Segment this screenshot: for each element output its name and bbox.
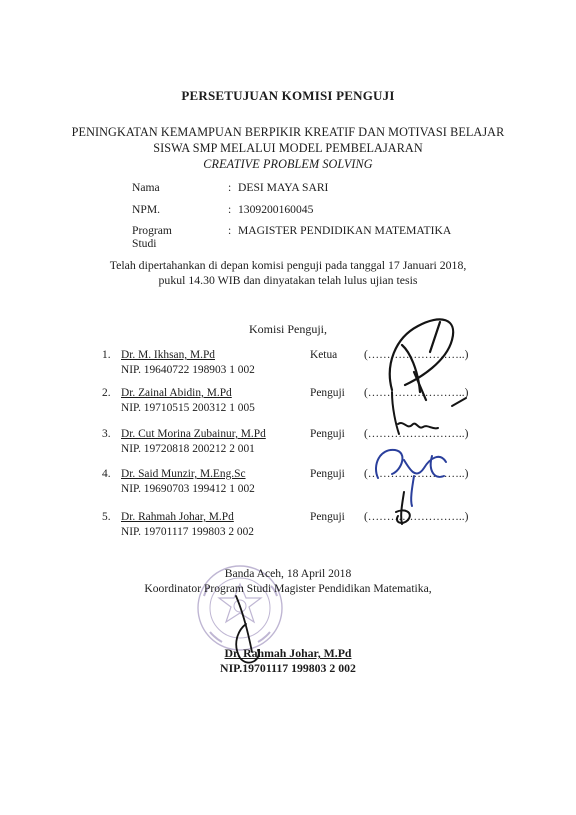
defense-statement-line-2: pukul 14.30 WIB dan dinyatakan telah lulus ujian tesis (158, 273, 418, 287)
examiner-name: Dr. M. Ikhsan, M.Pd (121, 349, 215, 361)
signature-placeholder: (……………………..) (364, 511, 469, 523)
committee-heading: Komisi Penguji, (248, 322, 327, 336)
place-date: Banda Aceh, 18 April 2018 (224, 567, 352, 580)
signature-placeholder: (……………………..) (364, 468, 469, 480)
examiner-role: Penguji (310, 511, 345, 523)
student-name-value: DESI MAYA SARI (238, 181, 329, 194)
page-title: PERSETUJUAN KOMISI PENGUJI (181, 88, 395, 103)
student-npm-label: NPM. (132, 203, 161, 216)
examiner-name: Dr. Said Munzir, M.Eng.Sc (121, 468, 246, 480)
signature-3 (376, 450, 446, 506)
colon: : (228, 224, 232, 237)
student-npm-value: 1309200160045 (238, 203, 314, 216)
thesis-title-line-1: PENINGKATAN KEMAMPUAN BERPIKIR KREATIF DAN MOTIVASI BELAJAR (71, 125, 505, 139)
colon: : (228, 203, 232, 216)
examiner-name: Dr. Cut Morina Zubainur, M.Pd (121, 428, 266, 440)
examiner-number: 2. (102, 387, 111, 399)
examiner-role: Ketua (310, 349, 338, 361)
signature-placeholder: (……………………..) (364, 349, 469, 361)
examiner-name: Dr. Rahmah Johar, M.Pd (121, 511, 234, 523)
examiner-nip: NIP. 19720818 200212 2 001 (121, 443, 255, 455)
defense-statement-line-1: Telah dipertahankan di depan komisi penguji pada tanggal 17 Januari 2018, (109, 258, 467, 272)
examiner-role: Penguji (310, 468, 345, 480)
examiner-number: 1. (102, 349, 111, 361)
examiner-name: Dr. Zainal Abidin, M.Pd (121, 387, 232, 399)
thesis-title-line-2: SISWA SMP MELALUI MODEL PEMBELAJARAN (153, 141, 423, 155)
coordinator-signature (236, 596, 259, 663)
examiner-number: 3. (102, 428, 111, 440)
thesis-title-line-3: CREATIVE PROBLEM SOLVING (203, 157, 373, 171)
signature-1 (390, 319, 453, 400)
student-name-label: Nama (132, 181, 160, 194)
signature-2 (392, 392, 466, 434)
coordinator-nip: NIP.19701117 199803 2 002 (220, 661, 356, 675)
examiner-nip: NIP. 19710515 200312 1 005 (121, 402, 255, 414)
student-program-value: MAGISTER PENDIDIKAN MATEMATIKA (238, 224, 452, 237)
signature-4 (396, 492, 410, 524)
student-program-label: Program Studi (132, 224, 172, 250)
colon: : (228, 181, 232, 194)
examiner-nip: NIP. 19690703 199412 1 002 (121, 483, 255, 495)
examiner-nip: NIP. 19701117 199803 2 002 (121, 526, 254, 538)
examiner-number: 4. (102, 468, 111, 480)
coordinator-name: Dr. Rahmah Johar, M.Pd (224, 646, 352, 660)
examiner-nip: NIP. 19640722 198903 1 002 (121, 364, 255, 376)
signature-placeholder: (……………………..) (364, 428, 469, 440)
examiner-role: Penguji (310, 428, 345, 440)
signature-placeholder: (……………………..) (364, 387, 469, 399)
examiner-number: 5. (102, 511, 111, 523)
examiner-role: Penguji (310, 387, 345, 399)
coordinator-title: Koordinator Program Studi Magister Pendidikan Matematika, (144, 582, 432, 595)
